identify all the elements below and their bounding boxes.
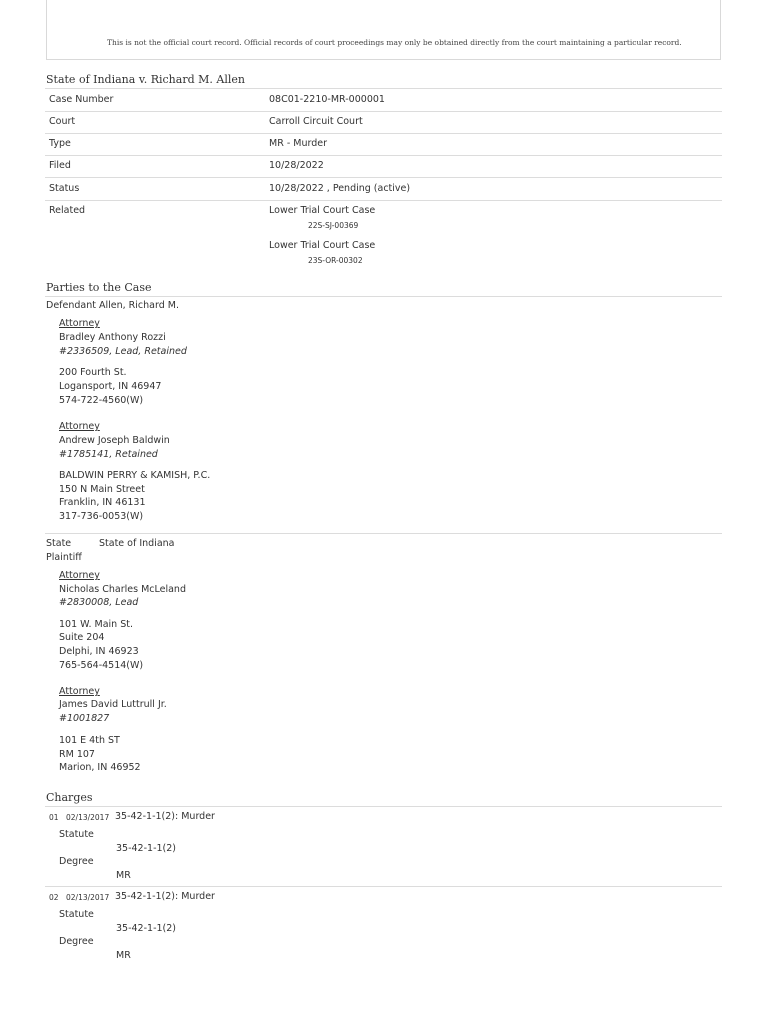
detail-value-status: 10/28/2022 , Pending (active) (269, 183, 411, 194)
attorney-address-line: Marion, IN 46952 (59, 762, 141, 773)
party-name-defendant: Allen, Richard M. (99, 300, 179, 311)
party-role-state: State (46, 538, 72, 549)
disclaimer-text: This is not the official court record. Official records of court proceedings may only be obtained directly from the court maintaining a particular record. (107, 38, 682, 47)
divider (45, 886, 722, 887)
attorney-label: Attorney (59, 421, 100, 432)
charges-heading: Charges (46, 791, 93, 804)
divider (45, 155, 722, 156)
attorney-address-line: 200 Fourth St. (59, 367, 127, 378)
attorney-address-line: 101 E 4th ST (59, 735, 120, 746)
attorney-bar-number: #2336509, Lead, Retained (59, 346, 187, 357)
detail-value-court: Carroll Circuit Court (269, 116, 363, 127)
charge-number: 02 (49, 893, 59, 902)
charge-number: 01 (49, 813, 59, 822)
divider (45, 296, 722, 297)
detail-label-related: Related (49, 205, 86, 216)
case-title: State of Indiana v. Richard M. Allen (46, 73, 245, 86)
detail-value-type: MR - Murder (269, 138, 328, 149)
divider (45, 133, 722, 134)
charge-date: 02/13/2017 (66, 893, 110, 902)
attorney-phone: 574-722-4560(W) (59, 395, 144, 406)
statute-value: 35-42-1-1(2) (116, 923, 177, 934)
degree-value: MR (116, 950, 131, 961)
parties-heading: Parties to the Case (46, 281, 152, 294)
attorney-address-line: Delphi, IN 46923 (59, 646, 139, 657)
detail-value-case-number: 08C01-2210-MR-000001 (269, 94, 385, 105)
divider (45, 111, 722, 112)
detail-label-status: Status (49, 183, 80, 194)
divider (45, 177, 722, 178)
detail-label-type: Type (49, 138, 71, 149)
statute-label: Statute (59, 909, 94, 920)
attorney-address-line: Franklin, IN 46131 (59, 497, 146, 508)
attorney-phone: 317-736-0053(W) (59, 511, 144, 522)
charge-title: 35-42-1-1(2): Murder (115, 811, 215, 822)
attorney-bar-number: #1785141, Retained (59, 449, 158, 460)
attorney-firm: BALDWIN PERRY & KAMISH, P.C. (59, 470, 211, 481)
attorney-address-line: Suite 204 (59, 632, 105, 643)
charge-title: 35-42-1-1(2): Murder (115, 891, 215, 902)
charge-date: 02/13/2017 (66, 813, 110, 822)
degree-value: MR (116, 870, 131, 881)
attorney-name: Andrew Joseph Baldwin (59, 435, 170, 446)
degree-label: Degree (59, 856, 94, 867)
statute-label: Statute (59, 829, 94, 840)
party-role-defendant: Defendant (46, 300, 96, 311)
related-case-number[interactable]: 23S-OR-00302 (308, 256, 363, 265)
party-name-plaintiff: State of Indiana (99, 538, 175, 549)
related-case-title: Lower Trial Court Case (269, 240, 376, 251)
degree-label: Degree (59, 936, 94, 947)
attorney-address-line: 101 W. Main St. (59, 619, 133, 630)
disclaimer-box (46, 0, 721, 60)
divider (45, 533, 722, 534)
divider (45, 88, 722, 89)
statute-value: 35-42-1-1(2) (116, 843, 177, 854)
related-case-number[interactable]: 22S-SJ-00369 (308, 221, 359, 230)
party-role-plaintiff: Plaintiff (46, 552, 82, 563)
attorney-label: Attorney (59, 570, 100, 581)
attorney-address-line: 150 N Main Street (59, 484, 145, 495)
attorney-name: Bradley Anthony Rozzi (59, 332, 166, 343)
divider (45, 806, 722, 807)
attorney-address-line: Logansport, IN 46947 (59, 381, 162, 392)
detail-value-filed: 10/28/2022 (269, 160, 324, 171)
detail-label-filed: Filed (49, 160, 71, 171)
attorney-address-line: RM 107 (59, 749, 95, 760)
attorney-bar-number: #2830008, Lead (59, 597, 139, 608)
attorney-label: Attorney (59, 686, 100, 697)
detail-label-case-number: Case Number (49, 94, 114, 105)
attorney-bar-number: #1001827 (59, 713, 110, 724)
divider (45, 200, 722, 201)
attorney-phone: 765-564-4514(W) (59, 660, 144, 671)
attorney-label: Attorney (59, 318, 100, 329)
attorney-name: James David Luttrull Jr. (59, 699, 167, 710)
related-case-title: Lower Trial Court Case (269, 205, 376, 216)
attorney-name: Nicholas Charles McLeland (59, 584, 186, 595)
detail-label-court: Court (49, 116, 76, 127)
